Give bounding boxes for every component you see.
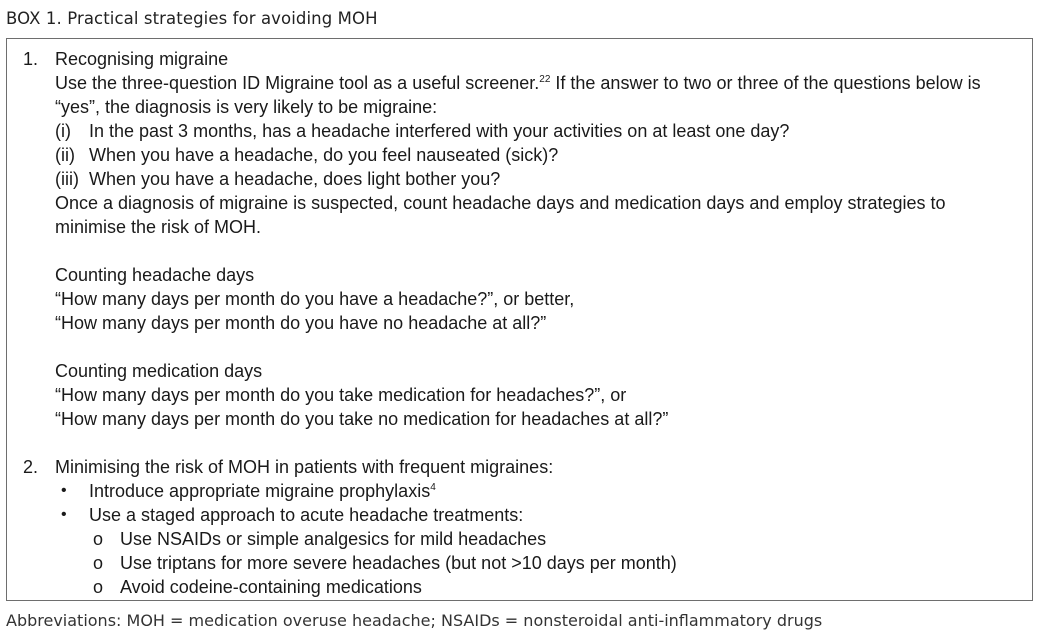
question-number: (iii) — [55, 169, 79, 189]
sub-bullet-marker: o — [93, 553, 104, 573]
headache-days-question2: “How many days per month do you have no headache at all?” — [55, 313, 547, 333]
bullet-text: Introduce appropriate migraine prophylaxis — [89, 481, 431, 501]
intro-text-a: Use the three-question ID Migraine tool as a useful screener. — [55, 73, 540, 93]
bullet-marker: • — [61, 482, 67, 499]
abbreviations-footnote: Abbreviations: MOH = medication overuse headache; NSAIDs = nonsteroidal anti-inflammatory drugs — [6, 611, 823, 630]
sub-bullet-marker: o — [93, 577, 104, 597]
bullet-marker: • — [61, 506, 67, 523]
intro-ref: 22 — [539, 74, 551, 85]
bullet-ref: 4 — [430, 482, 436, 493]
item1-number: 1. — [23, 49, 39, 69]
item1-intro-line2: “yes”, the diagnosis is very likely to be migraine: — [55, 97, 438, 117]
intro-text-b: If the answer to two or three of the questions below is — [550, 73, 981, 93]
question-text: In the past 3 months, has a headache interfered with your activities on at least one day? — [89, 121, 790, 141]
item1-after-line1: Once a diagnosis of migraine is suspected, count headache days and medication days and employ strategies to — [55, 193, 946, 213]
item2-heading: Minimising the risk of MOH in patients with frequent migraines: — [55, 457, 554, 477]
bullet-prophylaxis — [89, 479, 436, 503]
sub-bullet-marker: o — [93, 529, 104, 549]
headache-days-question1: “How many days per month do you have a headache?”, or better, — [55, 289, 575, 309]
question-text: When you have a headache, do you feel nauseated (sick)? — [89, 145, 559, 165]
medication-days-question1: “How many days per month do you take medication for headaches?”, or — [55, 385, 627, 405]
bullet-staged-approach: Use a staged approach to acute headache treatments: — [89, 505, 524, 525]
question-text: When you have a headache, does light bother you? — [89, 169, 501, 189]
item1-heading: Recognising migraine — [55, 49, 229, 69]
question-number: (i) — [55, 121, 71, 141]
headache-days-heading: Counting headache days — [55, 265, 255, 285]
medication-days-question2: “How many days per month do you take no medication for headaches at all?” — [55, 409, 669, 429]
question-number: (ii) — [55, 145, 75, 165]
medication-days-heading: Counting medication days — [55, 361, 263, 381]
item1-intro-line1 — [55, 71, 981, 95]
box-title: BOX 1. Practical strategies for avoiding MOH — [6, 9, 378, 28]
strategies-box — [6, 38, 1033, 601]
sub-bullet-text: Avoid codeine-containing medications — [120, 577, 422, 597]
item2-number: 2. — [23, 457, 39, 477]
item1-after-line2: minimise the risk of MOH. — [55, 217, 262, 237]
sub-bullet-text: Use NSAIDs or simple analgesics for mild headaches — [120, 529, 547, 549]
sub-bullet-text: Use triptans for more severe headaches (but not >10 days per month) — [120, 553, 677, 573]
